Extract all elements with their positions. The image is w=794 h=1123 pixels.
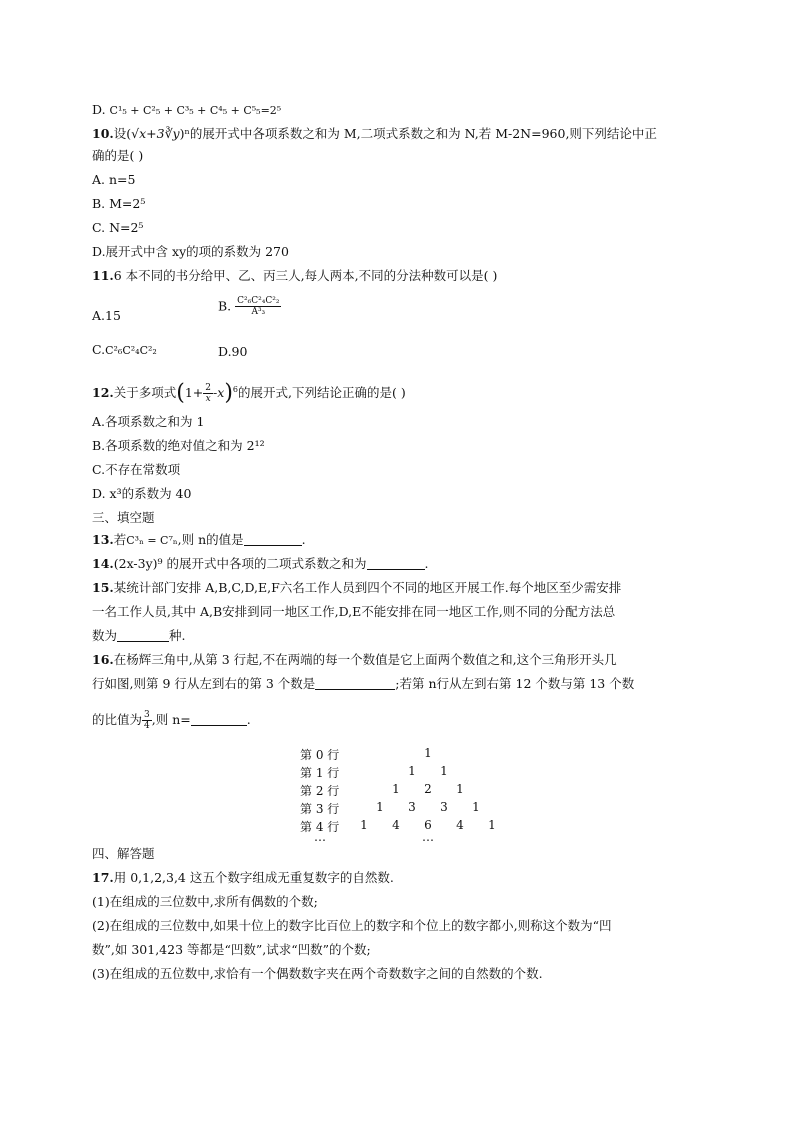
q15-line3-a: 数为 [92, 628, 118, 643]
triangle-value: 1 [360, 818, 368, 832]
triangle-row-label: 第 1 行 [300, 766, 340, 780]
q11-stem-text: 6 本不同的书分给甲、乙、丙三人,每人两本,不同的分法种数可以是( ) [113, 268, 498, 283]
q11-option-b [218, 296, 281, 317]
q12-number: 12. [92, 385, 114, 401]
q17-stem-text: 用 0,1,2,3,4 这五个数字组成无重复数字的自然数. [113, 870, 394, 885]
q17-part1: (1)在组成的三位数中,求所有偶数的个数; [92, 894, 318, 909]
triangle-value: 4 [456, 818, 464, 832]
q17-number: 17. [92, 870, 114, 885]
q13-text-c: . [301, 532, 306, 547]
q12-frac-num: 2 [205, 383, 212, 394]
triangle-row-label: 第 3 行 [300, 802, 340, 816]
q10-stem-a: 设( [113, 126, 132, 141]
q12-inner-a: 1+ [184, 385, 204, 401]
q16-line1-text: 在杨辉三角中,从第 3 行起,不在两端的每一个数值是它上面两个数值之和,这个三角形开头几 [113, 652, 617, 667]
q13-answer-blank[interactable] [244, 533, 302, 546]
q10-number: 10. [92, 126, 114, 141]
q16-line1 [92, 652, 617, 668]
q16-line3-a: 的比值为 [92, 712, 143, 727]
q12-stem-a: 关于多项式 [113, 385, 177, 401]
section-problem-solving-heading: 四、解答题 [92, 846, 155, 861]
q13-number: 13. [92, 532, 114, 547]
q12-option-b: B.各项系数的绝对值之和为 2¹² [92, 438, 265, 453]
q12-left-paren: ( [176, 380, 185, 406]
q12-right-paren: ) [224, 380, 233, 406]
q13-expr: C³ₙ = C⁷ₙ [126, 534, 178, 547]
q17-stem [92, 870, 394, 886]
q11-option-a: A.15 [92, 308, 121, 323]
q10-stem-line2: 确的是( ) [92, 148, 144, 163]
q12-option-c: C.不存在常数项 [92, 462, 181, 477]
q15-line2: 一名工作人员,其中 A,B安排到同一地区工作,D,E不能安排在同一地区工作,则不同的分配方法总 [92, 604, 616, 619]
triangle-value: 1 [488, 818, 496, 832]
q10-option-a: A. n=5 [92, 172, 136, 187]
triangle-value: 1 [424, 746, 432, 760]
q10-stem-line1 [92, 126, 657, 142]
triangle-value: 1 [472, 800, 480, 814]
triangle-value: 1 [440, 764, 448, 778]
q10-expr: √x+3∛y [131, 126, 180, 141]
q11-option-c-prefix: C. [92, 342, 106, 357]
q12-fraction [203, 383, 213, 404]
q12-stem [92, 376, 406, 408]
q15-line3-b: 种. [169, 628, 186, 643]
q15-answer-blank[interactable] [117, 629, 169, 642]
q10-option-d: D.展开式中含 xy的项的系数为 270 [92, 244, 289, 259]
q11-stem [92, 268, 497, 284]
q14-text-b: . [424, 556, 429, 571]
triangle-value: 4 [392, 818, 400, 832]
q9-option-d-formula: C¹₅ + C²₅ + C³₅ + C⁴₅ + C⁵₅=2⁵ [109, 104, 282, 117]
q15-line1-text: 某统计部门安排 A,B,C,D,E,F六名工作人员到四个不同的地区开展工作.每个地区至少需安排 [113, 580, 622, 595]
q17-part3: (3)在组成的五位数中,求恰有一个偶数数字夹在两个奇数数字之间的自然数的个数. [92, 966, 543, 981]
q16-answer-blank-2[interactable] [191, 713, 247, 726]
triangle-value: 1 [408, 764, 416, 778]
triangle-row-label: 第 4 行 [300, 820, 340, 834]
q14-text-a: (2x-3y)⁹ 的展开式中各项的二项式系数之和为 [113, 556, 367, 571]
q17-part2-line2: 数”,如 301,423 等都是“凹数”,试求“凹数”的个数; [92, 942, 371, 957]
q11-option-c-expr: C²₆C²₄C²₂ [105, 344, 157, 357]
q13 [92, 532, 306, 549]
triangle-row-label: 第 0 行 [300, 748, 340, 762]
q15-line3 [92, 628, 186, 644]
q13-text-a: 若 [113, 532, 127, 547]
q14-answer-blank[interactable] [367, 557, 425, 570]
q11-option-b-fraction [235, 296, 281, 317]
q16-line2 [92, 676, 634, 692]
q17-part2-line1: (2)在组成的三位数中,如果十位上的数字比百位上的数字和个位上的数字都小,则称这个数为“凹 [92, 918, 612, 933]
triangle-value: 1 [392, 782, 400, 796]
q12-frac-den: x [205, 394, 211, 405]
q11-option-b-denominator: A³₃ [251, 307, 266, 317]
q16-number: 16. [92, 652, 114, 667]
q10-stem-b: )ⁿ的展开式中各项系数之和为 M,二项式系数之和为 N,若 M-2N=960,则下列结论中正 [179, 126, 657, 141]
q10-option-b: B. M=2⁵ [92, 196, 146, 211]
q11-option-d: D.90 [218, 344, 248, 359]
q12-inner-b: -x [213, 385, 225, 401]
triangle-ellipsis-left: … [314, 830, 326, 844]
q16-ratio [142, 710, 152, 731]
q9-option-d-prefix: D. [92, 102, 106, 117]
q16-line3 [92, 708, 251, 732]
triangle-value: 1 [376, 800, 384, 814]
q14-number: 14. [92, 556, 114, 571]
q14 [92, 556, 429, 572]
triangle-value: 3 [440, 800, 448, 814]
q11-number: 11. [92, 268, 114, 283]
q16-line3-c: . [246, 712, 251, 727]
q16-ratio-num: 3 [144, 710, 150, 720]
q12-option-d: D. x³的系数为 40 [92, 486, 192, 501]
q11-option-b-numerator: C²₆C²₄C²₂ [237, 296, 280, 306]
q12-option-a: A.各项系数之和为 1 [92, 414, 205, 429]
q16-line2-b: ;若第 n行从左到右第 12 个数与第 13 个数 [395, 676, 635, 691]
q15-number: 15. [92, 580, 114, 595]
triangle-value: 1 [456, 782, 464, 796]
q16-line3-b: ,则 n= [151, 712, 191, 727]
q12-stem-b: 的展开式,下列结论正确的是( ) [238, 385, 406, 401]
q15-line1 [92, 580, 621, 596]
q9-option-d [92, 102, 281, 119]
section-fill-in-blank-heading: 三、填空题 [92, 510, 155, 525]
q16-answer-blank-1[interactable] [315, 677, 395, 690]
triangle-value: 6 [424, 818, 432, 832]
triangle-row-label: 第 2 行 [300, 784, 340, 798]
q10-option-c: C. N=2⁵ [92, 220, 144, 235]
triangle-ellipsis-center: … [422, 830, 434, 844]
q16-line2-a: 行如图,则第 9 行从左到右的第 3 个数是 [92, 676, 316, 691]
q11-option-c [92, 342, 157, 359]
q16-ratio-den: 4 [144, 721, 150, 731]
triangle-value: 2 [424, 782, 432, 796]
q13-text-b: ,则 n的值是 [177, 532, 244, 547]
q12-exponent: 6 [232, 385, 238, 394]
q11-option-b-prefix: B. [218, 298, 232, 314]
triangle-value: 3 [408, 800, 416, 814]
